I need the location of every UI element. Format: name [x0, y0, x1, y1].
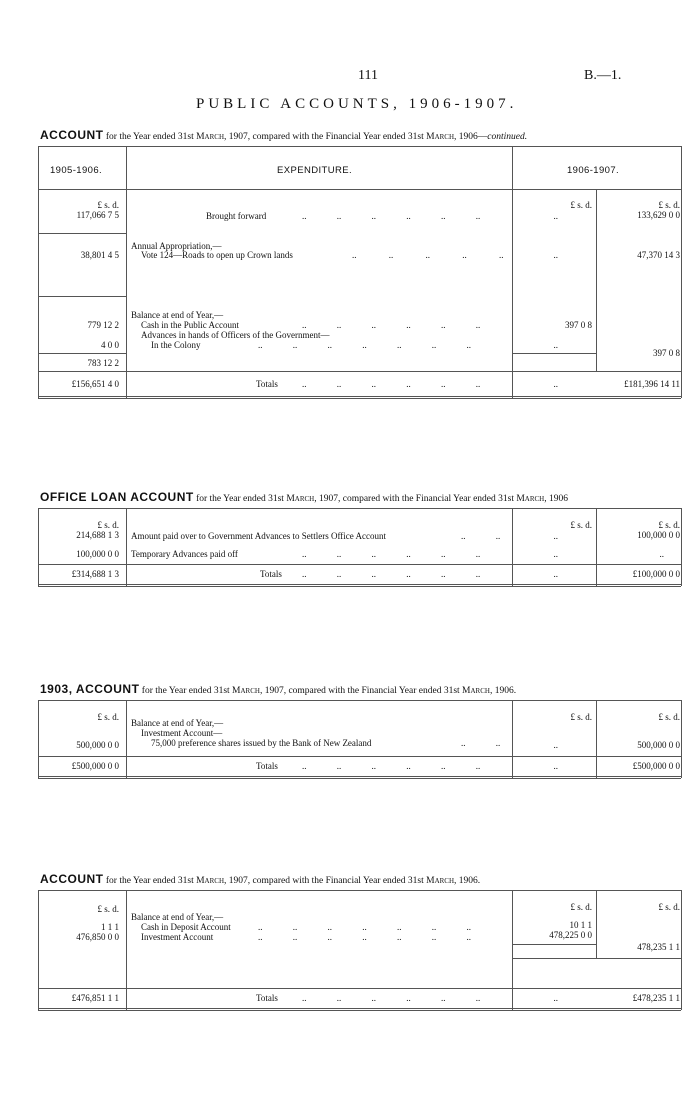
nil-marker: ..	[553, 740, 558, 750]
table1-r4-desc: In the Colony	[151, 340, 201, 350]
table4-r1-left: 1 1 1	[101, 922, 119, 932]
table3-r1-head: Balance at end of Year,—	[131, 718, 224, 728]
table3-r1-right: 500,000 0 0	[637, 740, 680, 750]
unit-label: £ s. d.	[658, 902, 680, 912]
table3-heading-bold: 1903, ACCOUNT	[40, 682, 140, 696]
table1-r2-right: 47,370 14 3	[637, 250, 680, 260]
leader-dots: .. .. .. .. .. .. ..	[258, 932, 471, 942]
table1-r3-desc: Cash in the Public Account	[141, 320, 239, 330]
table2-r1-right: 100,000 0 0	[637, 530, 680, 540]
leader-dots: .. .. .. .. .. ..	[302, 569, 481, 579]
table2-r1-left: 214,688 1 3	[76, 530, 119, 540]
table1-r2-left: 38,801 4 5	[80, 250, 119, 260]
table1-col-1905: 1905-1906.	[50, 165, 103, 176]
leader-dots: .. .. .. .. .. .. ..	[258, 340, 471, 350]
table1-r4-head: Advances in hands of Officers of the Government—	[141, 330, 330, 340]
table1-total-right: £181,396 14 11	[624, 379, 680, 389]
table4-r2-left: 476,850 0 0	[76, 932, 119, 942]
table1-r1-left: 117,066 7 5	[76, 210, 119, 220]
table1-r3-mid: 397 0 8	[565, 320, 592, 330]
leader-dots: .. .. .. .. .. ..	[302, 761, 481, 771]
leader-dots: .. .. .. .. .. .. ..	[258, 922, 471, 932]
unit-label: £ s. d.	[658, 712, 680, 722]
page-number: 111	[358, 68, 378, 83]
table1-r3-left: 779 12 2	[87, 320, 119, 330]
leader-dots: .. .. .. .. .. ..	[302, 320, 481, 330]
table4-heading-bold: ACCOUNT	[40, 872, 104, 886]
table1-r2-desc: Vote 124—Roads to open up Crown lands	[141, 250, 293, 260]
leader-dots: .. .. .. .. .. ..	[302, 379, 481, 389]
table1-heading: ACCOUNT for the Year ended 31st March, 1907, compared with the Financial Year ended 31st March, 1906—continued.	[40, 128, 528, 142]
table4-r1-mid: 10 1 1	[569, 920, 592, 930]
nil-marker: ..	[659, 549, 664, 559]
leader-dots: .. ..	[461, 738, 501, 748]
table2-totals-label: Totals	[260, 569, 282, 579]
table2-r2-left: 100,000 0 0	[76, 549, 119, 559]
table1-r3-head: Balance at end of Year,—	[131, 310, 224, 320]
nil-marker: ..	[553, 250, 558, 260]
leader-dots: .. .. .. .. ..	[352, 250, 504, 260]
table1-r4-left: 4 0 0	[101, 340, 119, 350]
unit-label: £ s. d.	[658, 520, 680, 530]
table4-total-left: £476,851 1 1	[71, 993, 119, 1003]
unit-label: £ s. d.	[570, 902, 592, 912]
nil-marker: ..	[553, 761, 558, 771]
table3-totals-label: Totals	[256, 761, 278, 771]
table2-r2-desc: Temporary Advances paid off	[131, 549, 238, 559]
nil-marker: ..	[553, 549, 558, 559]
table1-total-left: £156,651 4 0	[71, 379, 119, 389]
table1-col-expenditure: EXPENDITURE.	[277, 165, 353, 176]
table4-totals-label: Totals	[256, 993, 278, 1003]
unit-label: £ s. d.	[97, 200, 119, 210]
table2-heading-bold: OFFICE LOAN ACCOUNT	[40, 490, 194, 504]
table2-heading: OFFICE LOAN ACCOUNT for the Year ended 31st March, 1907, compared with the Financial Year ended 31st March, 1906	[40, 490, 568, 504]
nil-marker: ..	[553, 379, 558, 389]
table2-total-left: £314,688 1 3	[71, 569, 119, 579]
nil-marker: ..	[553, 569, 558, 579]
nil-marker: ..	[553, 340, 558, 350]
nil-marker: ..	[553, 993, 558, 1003]
unit-label: £ s. d.	[658, 200, 680, 210]
unit-label: £ s. d.	[570, 712, 592, 722]
leader-dots: .. .. .. .. .. ..	[302, 549, 481, 559]
unit-label: £ s. d.	[97, 904, 119, 914]
unit-label: £ s. d.	[97, 520, 119, 530]
table4-r2-right: 478,235 1 1	[637, 942, 680, 952]
table2-total-right: £100,000 0 0	[632, 569, 680, 579]
table2-r1-desc: Amount paid over to Government Advances to Settlers Office Account	[131, 531, 387, 541]
table3-r1-left: 500,000 0 0	[76, 740, 119, 750]
unit-label: £ s. d.	[570, 520, 592, 530]
nil-marker: ..	[553, 211, 558, 221]
document-reference: B.—1.	[584, 68, 622, 83]
table1-r4-right: 397 0 8	[653, 348, 680, 358]
unit-label: £ s. d.	[97, 712, 119, 722]
table3-total-right: £500,000 0 0	[632, 761, 680, 771]
table4-r1-head: Balance at end of Year,—	[131, 912, 224, 922]
table4-r1-desc: Cash in Deposit Account	[141, 922, 231, 932]
leader-dots: .. .. .. .. .. ..	[302, 993, 481, 1003]
table1-r2-head: Annual Appropriation,—	[131, 241, 222, 251]
table3-r1-desc: 75,000 preference shares issued by the Bank of New Zealand	[151, 738, 372, 748]
leader-dots: .. ..	[461, 531, 501, 541]
table3-heading: 1903, ACCOUNT for the Year ended 31st March, 1907, compared with the Financial Year ended 31st March, 1906.	[40, 682, 517, 696]
unit-label: £ s. d.	[570, 200, 592, 210]
table3-total-left: £500,000 0 0	[71, 761, 119, 771]
leader-dots: .. .. .. .. .. ..	[302, 211, 481, 221]
table3-r1-sub: Investment Account—	[141, 728, 223, 738]
table4-total-right: £478,235 1 1	[632, 993, 680, 1003]
page-title: PUBLIC ACCOUNTS, 1906-1907.	[196, 96, 518, 112]
nil-marker: ..	[553, 531, 558, 541]
table4-r2-desc: Investment Account	[141, 932, 214, 942]
table1-heading-bold: ACCOUNT	[40, 128, 104, 142]
table4-heading: ACCOUNT for the Year ended 31st March, 1907, compared with the Financial Year ended 31st March, 1906.	[40, 872, 481, 886]
table1-r4-subtotal: 783 12 2	[87, 358, 119, 368]
table1-col-1906: 1906-1907.	[567, 165, 620, 176]
table1-totals-label: Totals	[256, 379, 278, 389]
table4-r2-mid: 478,225 0 0	[549, 930, 592, 940]
table1-r1-right: 133,629 0 0	[637, 210, 680, 220]
table1-r1-desc: Brought forward	[206, 211, 267, 221]
